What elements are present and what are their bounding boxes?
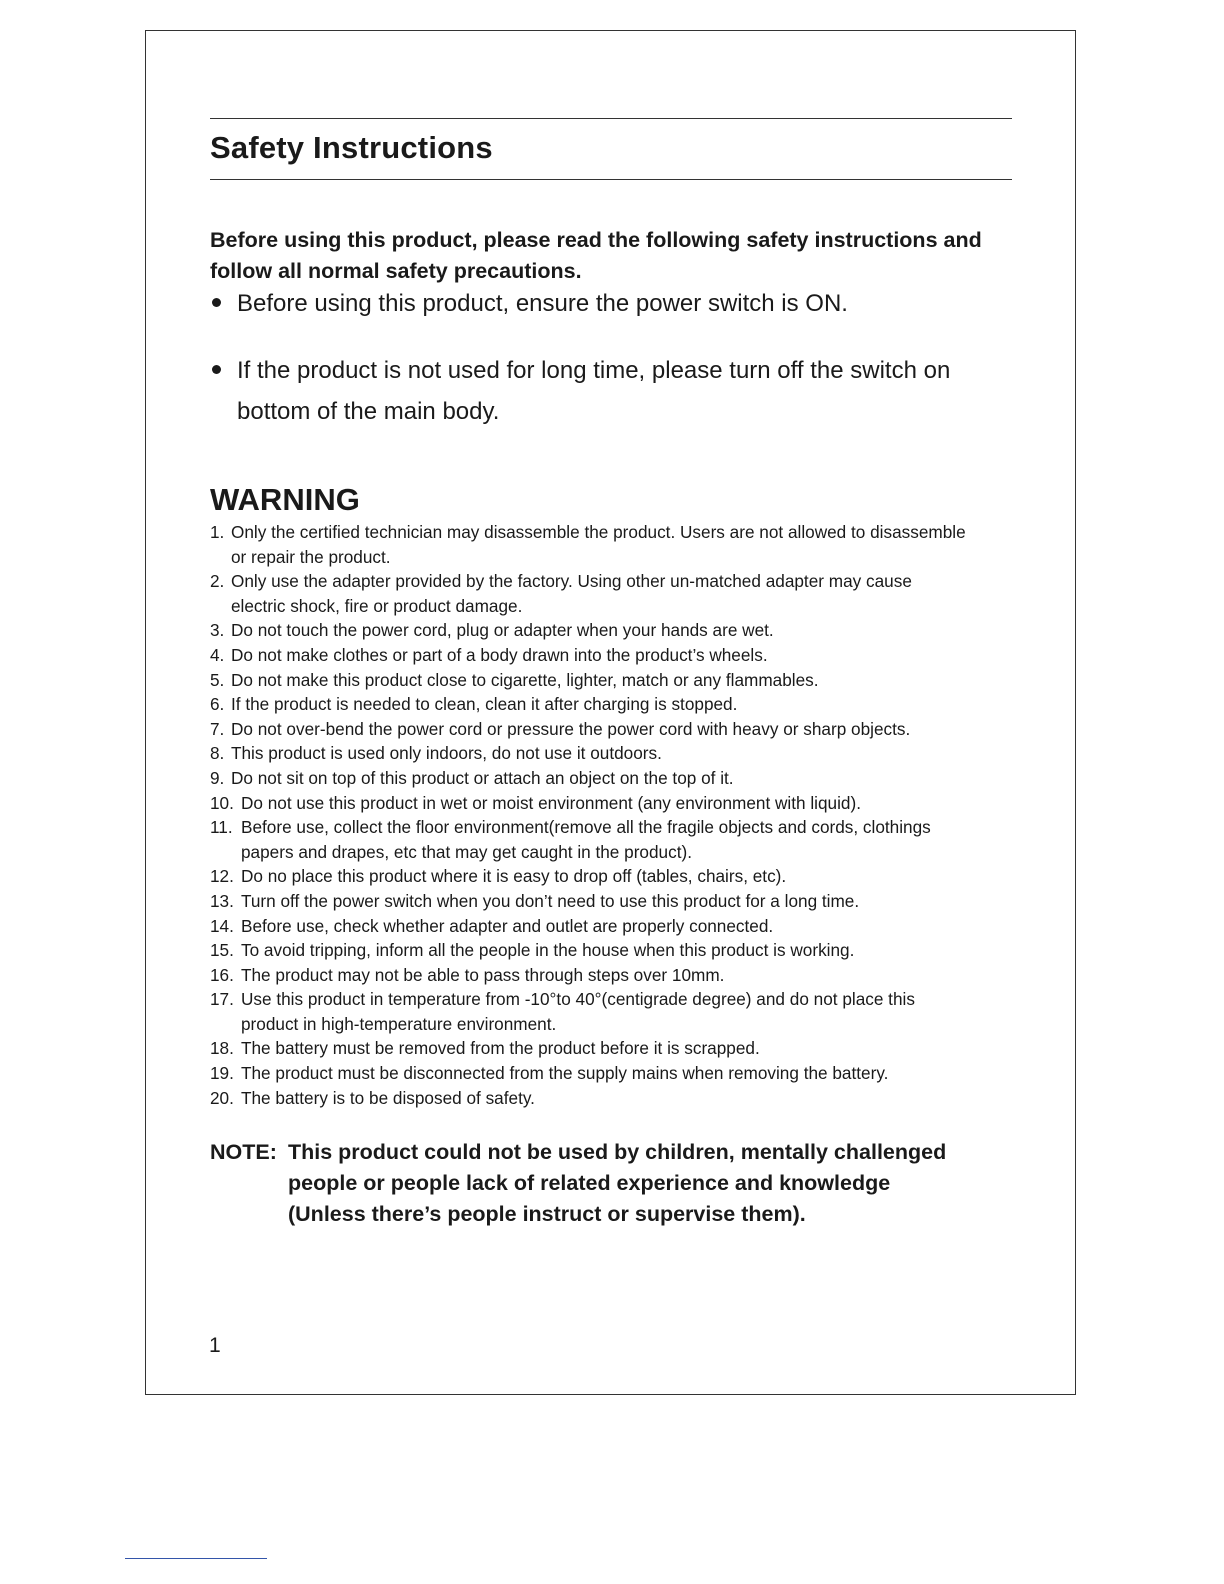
bullet-dot-icon: [212, 365, 221, 374]
warning-item-number: 8.: [210, 743, 225, 764]
note-line: people or people lack of related experience and knowledge: [288, 1171, 891, 1195]
warning-item-text: Do not sit on top of this product or attach an object on the top of it.: [231, 767, 734, 788]
warning-item-text: electric shock, fire or product damage.: [231, 595, 523, 616]
warning-item-text: or repair the product.: [231, 546, 391, 567]
warning-item-text: If the product is needed to clean, clean it after charging is stopped.: [231, 694, 738, 715]
warning-item-text: Before use, collect the floor environment(remove all the fragile objects and cords, clothings: [241, 817, 931, 838]
warning-item: [210, 938, 1040, 963]
warning-item: [210, 1061, 1040, 1086]
warning-item-text: This product is used only indoors, do not use it outdoors.: [231, 743, 662, 764]
title-rule-bottom: [210, 179, 1012, 180]
warning-item: [210, 1086, 1040, 1111]
warning-item-text: Do not over-bend the power cord or pressure the power cord with heavy or sharp objects.: [231, 718, 911, 739]
warning-item-number: [210, 1012, 241, 1037]
page-number: 1: [209, 1334, 221, 1357]
warning-item-continued: [210, 840, 1040, 865]
note-line: This product could not be used by children, mentally challenged: [288, 1140, 947, 1164]
bullet-text-continued: bottom of the main body.: [237, 398, 500, 425]
warning-item-number: 13.: [210, 890, 234, 911]
warning-item-continued: [210, 1012, 1040, 1037]
warning-item-number: 14.: [210, 915, 234, 936]
warning-item: [210, 864, 1040, 889]
title-rule-top: [210, 118, 1012, 119]
warning-item: [210, 520, 1040, 545]
warning-item: [210, 987, 1040, 1012]
note-block: [210, 1137, 1040, 1230]
page-title: Safety Instructions: [210, 130, 493, 165]
warning-item-number: [210, 545, 231, 570]
warning-item-number: 2.: [210, 571, 225, 592]
warning-item-number: 18.: [210, 1038, 234, 1059]
warning-item: [210, 618, 1040, 643]
warning-item-text: Only the certified technician may disassemble the product. Users are not allowed to disassemble: [231, 522, 966, 542]
warning-item: [210, 1036, 1040, 1061]
warning-item-number: 15.: [210, 940, 234, 961]
intro-paragraph: Before using this product, please read the following safety instructions and follow all normal safety precautions.: [210, 228, 982, 283]
warning-item: [210, 914, 1040, 939]
note-line: (Unless there’s people instruct or supervise them).: [288, 1202, 806, 1226]
warning-item-number: 12.: [210, 866, 234, 887]
note-text: [288, 1137, 1040, 1230]
warning-item: [210, 692, 1040, 717]
warning-item-text: The battery must be removed from the product before it is scrapped.: [241, 1038, 760, 1059]
warning-heading: WARNING: [210, 482, 360, 517]
warning-item-number: 4.: [210, 644, 225, 665]
warning-item-text: product in high-temperature environment.: [241, 1013, 557, 1034]
warning-item-text: Do not make this product close to cigarette, lighter, match or any flammables.: [231, 669, 819, 690]
warning-item: [210, 643, 1040, 668]
warning-item-continued: [210, 545, 1040, 570]
warning-item-text: Use this product in temperature from -10°to 40°(centigrade degree) and do not place this: [241, 989, 915, 1010]
warning-item-text: To avoid tripping, inform all the people in the house when this product is working.: [241, 940, 855, 961]
warning-item-number: 19.: [210, 1063, 234, 1084]
warning-item-text: The product must be disconnected from the supply mains when removing the battery.: [241, 1063, 889, 1084]
warning-item: [210, 889, 1040, 914]
warning-item-text: The product may not be able to pass through steps over 10mm.: [241, 964, 725, 985]
warning-item-text: Do not use this product in wet or moist environment (any environment with liquid).: [241, 792, 861, 813]
bullet-item: [210, 350, 1030, 432]
warning-item-text: The battery is to be disposed of safety.: [241, 1087, 535, 1108]
warning-item: [210, 717, 1040, 742]
warning-item-number: 10.: [210, 792, 234, 813]
warning-item: [210, 766, 1040, 791]
bullet-text: If the product is not used for long time, please turn off the switch on: [237, 357, 951, 384]
footer-underline: [125, 1558, 267, 1559]
warning-item-number: 1.: [210, 522, 225, 542]
warning-item-text: Turn off the power switch when you don’t need to use this product for a long time.: [241, 890, 860, 911]
note-label: NOTE:: [210, 1140, 277, 1164]
warning-list: [210, 520, 1040, 1110]
warning-item-number: 3.: [210, 620, 225, 641]
warning-item-text: papers and drapes, etc that may get caught in the product).: [241, 841, 692, 862]
warning-item-continued: [210, 594, 1040, 619]
warning-item: [210, 668, 1040, 693]
warning-item: [210, 569, 1040, 594]
warning-item-number: 6.: [210, 694, 225, 715]
bullet-text: Before using this product, ensure the power switch is ON.: [237, 290, 848, 317]
warning-item-number: 9.: [210, 767, 225, 788]
warning-item-number: 16.: [210, 964, 234, 985]
warning-item-text: Do no place this product where it is easy to drop off (tables, chairs, etc).: [241, 866, 787, 887]
warning-item-number: 7.: [210, 718, 225, 739]
warning-item-text: Before use, check whether adapter and outlet are properly connected.: [241, 915, 774, 936]
warning-item: [210, 963, 1040, 988]
warning-item: [210, 791, 1040, 816]
warning-item-text: Do not make clothes or part of a body drawn into the product’s wheels.: [231, 644, 768, 665]
warning-item-number: [210, 840, 241, 865]
warning-item: [210, 815, 1040, 840]
bullet-item: [210, 283, 1030, 324]
warning-item-number: 5.: [210, 669, 225, 690]
warning-item-number: 20.: [210, 1087, 234, 1108]
warning-item: [210, 741, 1040, 766]
warning-item-number: 17.: [210, 989, 234, 1010]
warning-item-number: 11.: [210, 817, 233, 838]
warning-item-number: [210, 594, 231, 619]
bullet-dot-icon: [212, 298, 221, 307]
warning-item-text: Only use the adapter provided by the factory. Using other un-matched adapter may cause: [231, 571, 912, 592]
warning-item-text: Do not touch the power cord, plug or adapter when your hands are wet.: [231, 620, 774, 641]
